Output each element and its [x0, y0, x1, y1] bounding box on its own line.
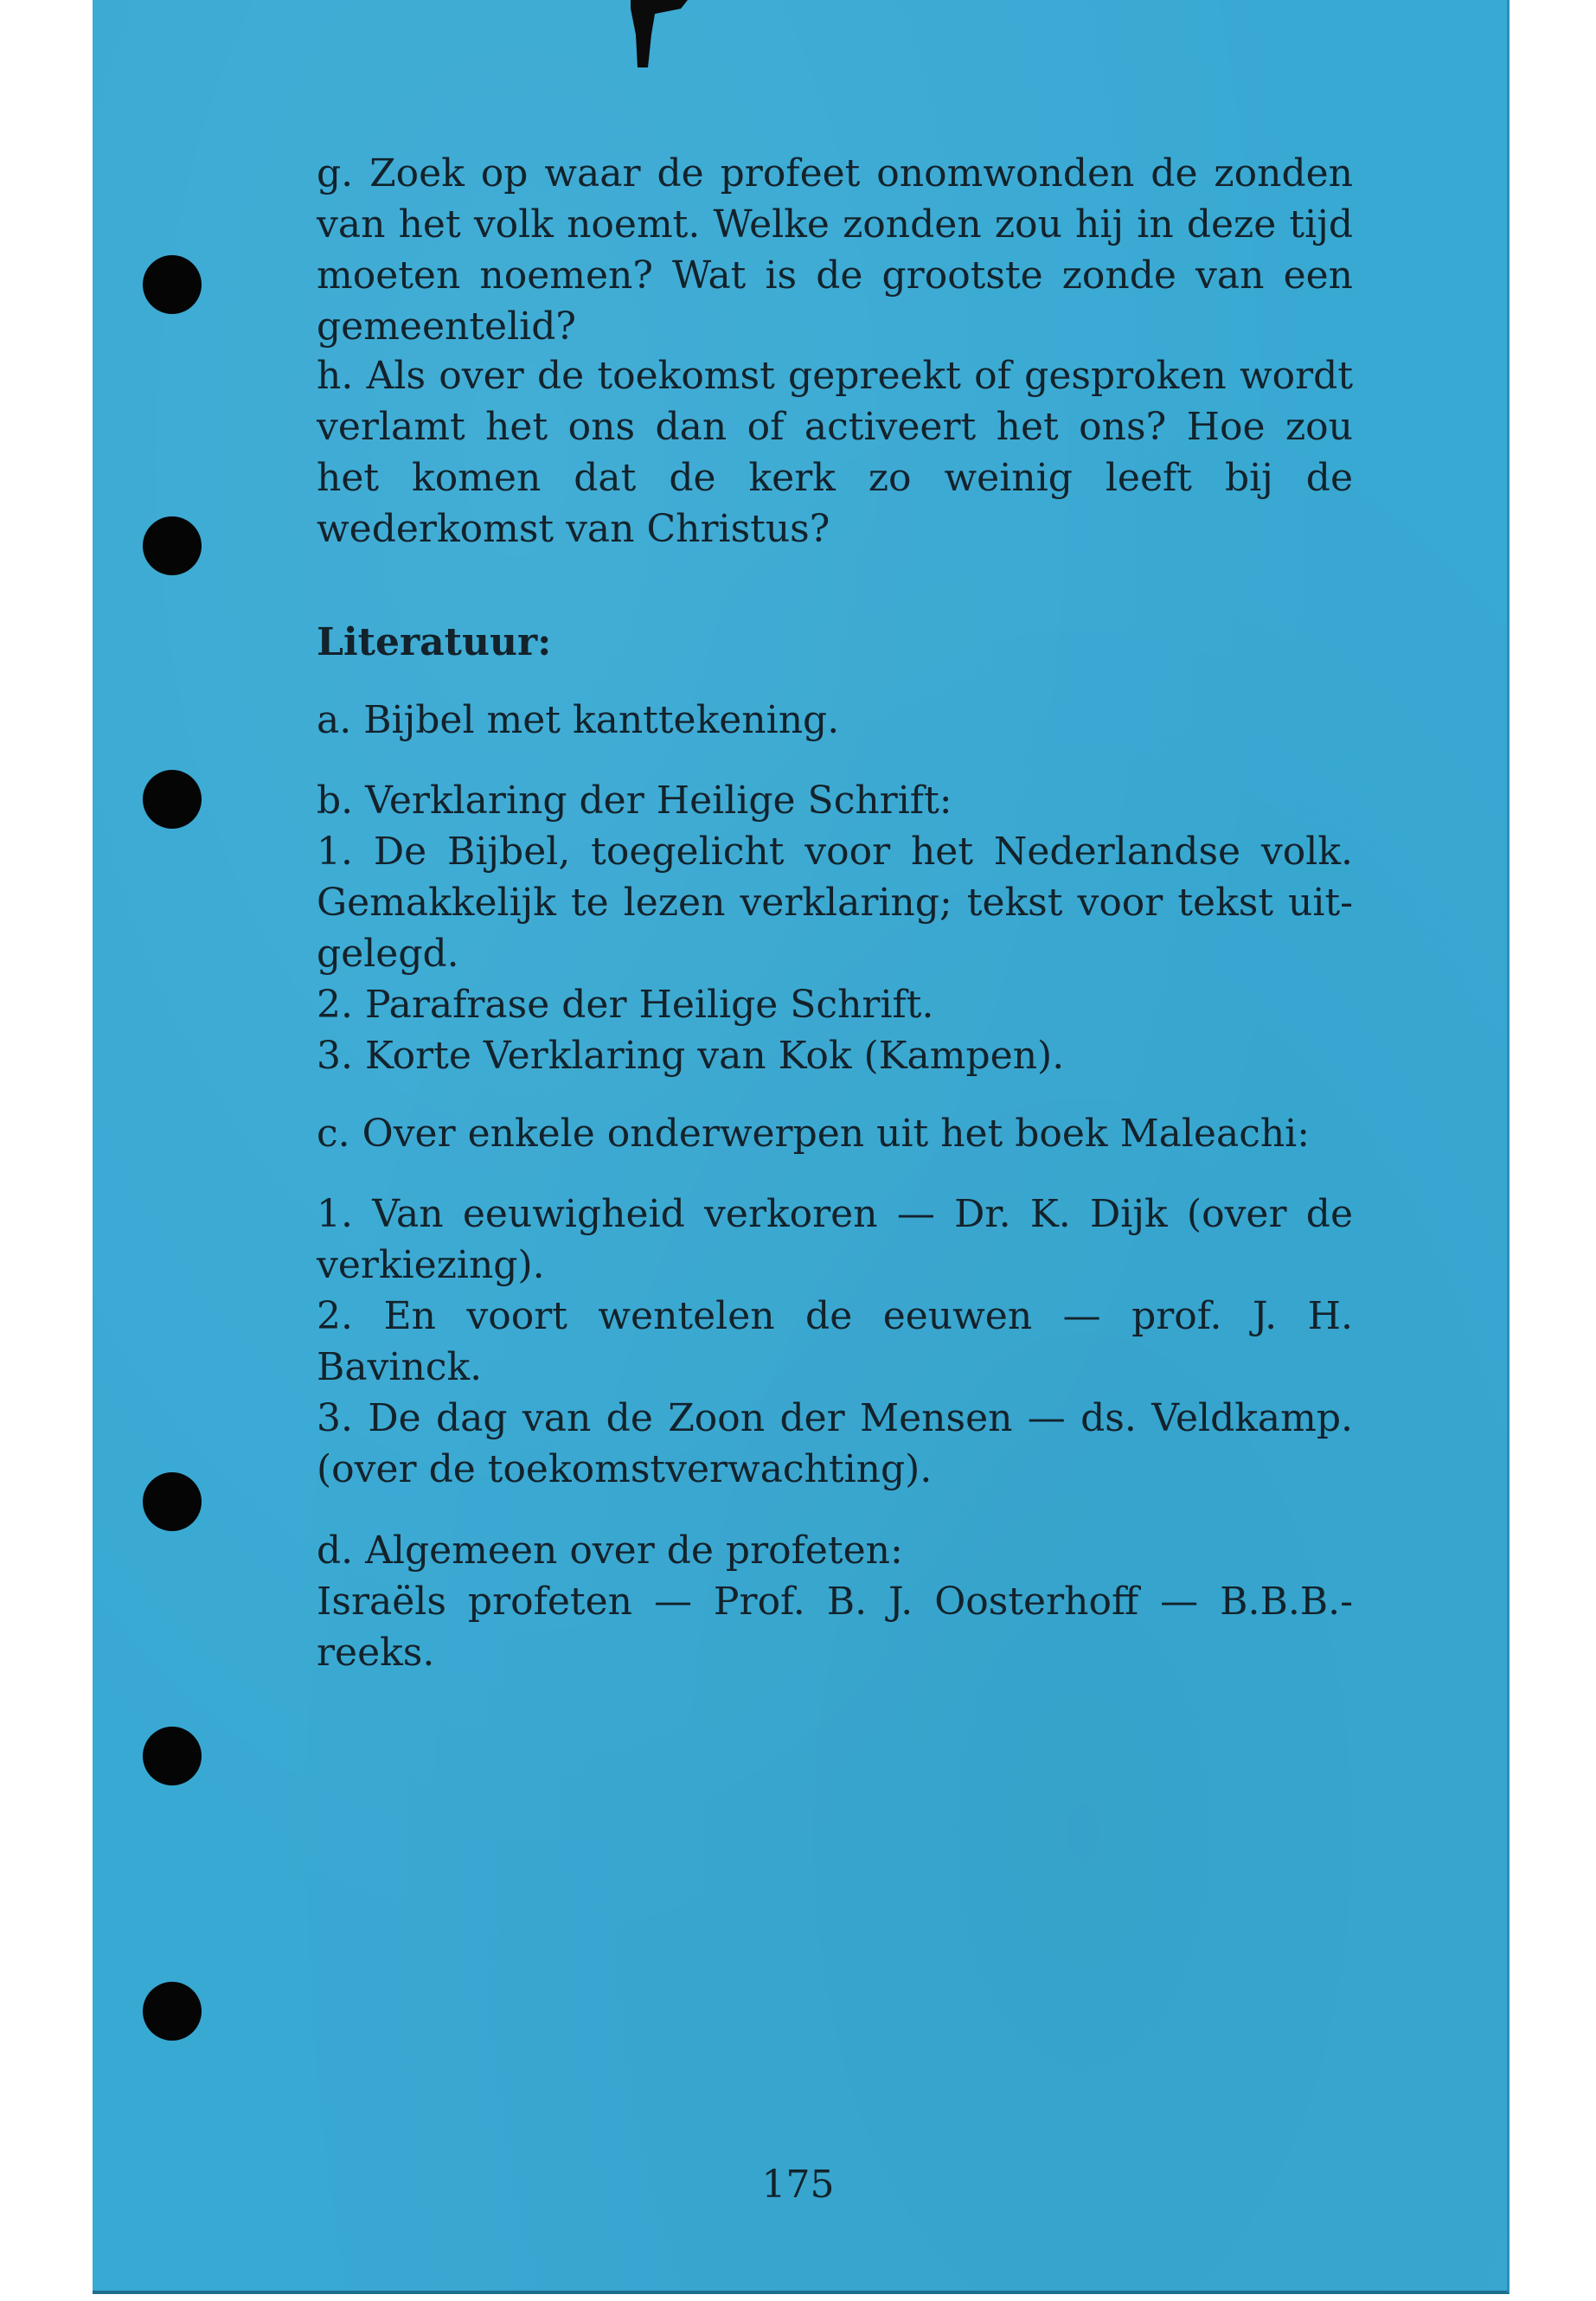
- literature-item-c1: 1. Van eeuwigheid verkoren — Dr. K. Dijk (over de verkiezing).: [317, 1192, 1353, 1287]
- question-h: h. Als over de toekomst gepreekt of gesproken wordt verlamt het ons dan of activeert het ons? Hoe zou het komen dat de kerk zo weinig leeft bij de wederkomst van Christus?: [317, 354, 1353, 551]
- punch-hole: [143, 1727, 202, 1785]
- question-g: g. Zoek op waar de profeet onomwonden de zonden van het volk noemt. Welke zonden zou hij in deze tijd moeten noemen? Wat is de grootste zonde van een gemeentelid?: [317, 151, 1353, 349]
- literature-item-b3: 3. Korte Verklaring van Kok (Kampen).: [317, 1034, 1065, 1078]
- literature-item-c-title: c. Over enkele onderwerpen uit het boek Maleachi:: [317, 1112, 1311, 1156]
- literature-item-d-text: Israëls profeten — Prof. B. J. Oosterhoff — B.B.B.-reeks.: [317, 1580, 1353, 1675]
- literature-item-b-title: b. Verklaring der Heilige Schrift:: [317, 779, 952, 823]
- literature-item-b1: 1. De Bijbel, toegelicht voor het Nederlandse volk. Gemakkelijk te lezen verklaring; tekst voor tekst uit-gelegd.: [317, 830, 1353, 976]
- literature-item-a: a. Bijbel met kanttekening.: [317, 698, 840, 742]
- literature-item-c3: 3. De dag van de Zoon der Mensen — ds. Veldkamp. (over de toekomstverwachting).: [317, 1396, 1353, 1491]
- punch-hole: [143, 1472, 202, 1531]
- punch-hole: [143, 1982, 202, 2041]
- punch-hole: [143, 770, 202, 829]
- literature-item-c2: 2. En voort wentelen de eeuwen — prof. J. H. Bavinck.: [317, 1294, 1353, 1389]
- punch-hole: [143, 516, 202, 575]
- ink-mark: [629, 0, 689, 67]
- literature-item-d-title: d. Algemeen over de profeten:: [317, 1529, 903, 1573]
- punch-hole: [143, 255, 202, 314]
- literature-heading: Literatuur:: [317, 620, 552, 664]
- page-number: 175: [761, 2163, 835, 2207]
- literature-item-b2: 2. Parafrase der Heilige Schrift.: [317, 983, 934, 1027]
